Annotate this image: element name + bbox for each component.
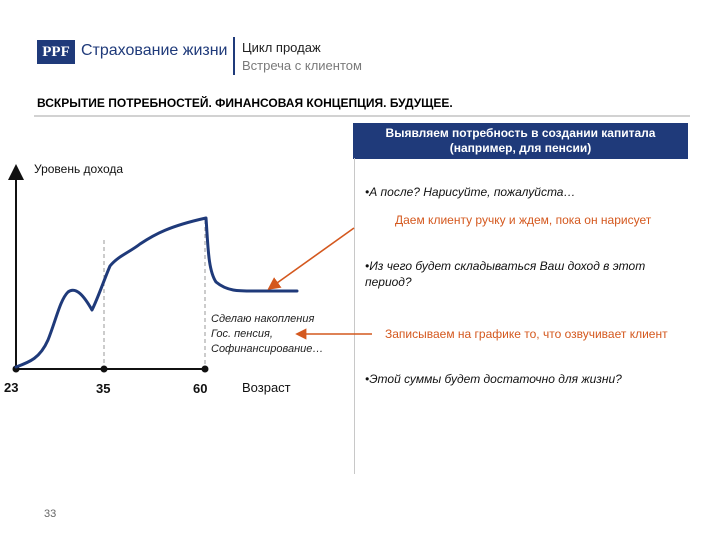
slide-heading: ВСКРЫТИЕ ПОТРЕБНОСТЕЙ. ФИНАНСОВАЯ КОНЦЕПЦИЯ. БУДУЩЕЕ. bbox=[37, 96, 453, 110]
question-after: •А после? Нарисуйте, пожалуйста… bbox=[365, 185, 576, 199]
callout-text: Выявляем потребность в создании капитала (например, для пенсии) bbox=[385, 126, 656, 155]
x-axis-label: Возраст bbox=[242, 380, 291, 395]
tick-label: 60 bbox=[193, 381, 208, 396]
ppf-logo: PPF bbox=[37, 40, 75, 64]
hint-record-graph: Записываем на графике то, что озвучивает клиент bbox=[385, 327, 668, 341]
y-axis-label: Уровень дохода bbox=[34, 162, 124, 176]
point-35 bbox=[101, 366, 108, 373]
hint-give-pen: Даем клиенту ручку и ждем, пока он нарисует bbox=[395, 213, 652, 227]
arrow-to-curve bbox=[270, 228, 354, 288]
header-title: Цикл продаж bbox=[242, 40, 321, 55]
question-enough: •Этой суммы будет достаточно для жизни? bbox=[365, 372, 622, 386]
question-income-sources: •Из чего будет складываться Ваш доход в этот период? bbox=[365, 259, 646, 289]
header-subtitle: Встреча с клиентом bbox=[242, 58, 362, 73]
income-sources-note: Сделаю накопления Гос. пенсия, Софинансирование… bbox=[211, 313, 324, 355]
point-60 bbox=[202, 366, 209, 373]
tick-label: 23 bbox=[4, 380, 19, 395]
page-number: 33 bbox=[44, 508, 57, 520]
logo-text: Страхование жизни bbox=[81, 42, 228, 59]
tick-label: 35 bbox=[96, 381, 111, 396]
